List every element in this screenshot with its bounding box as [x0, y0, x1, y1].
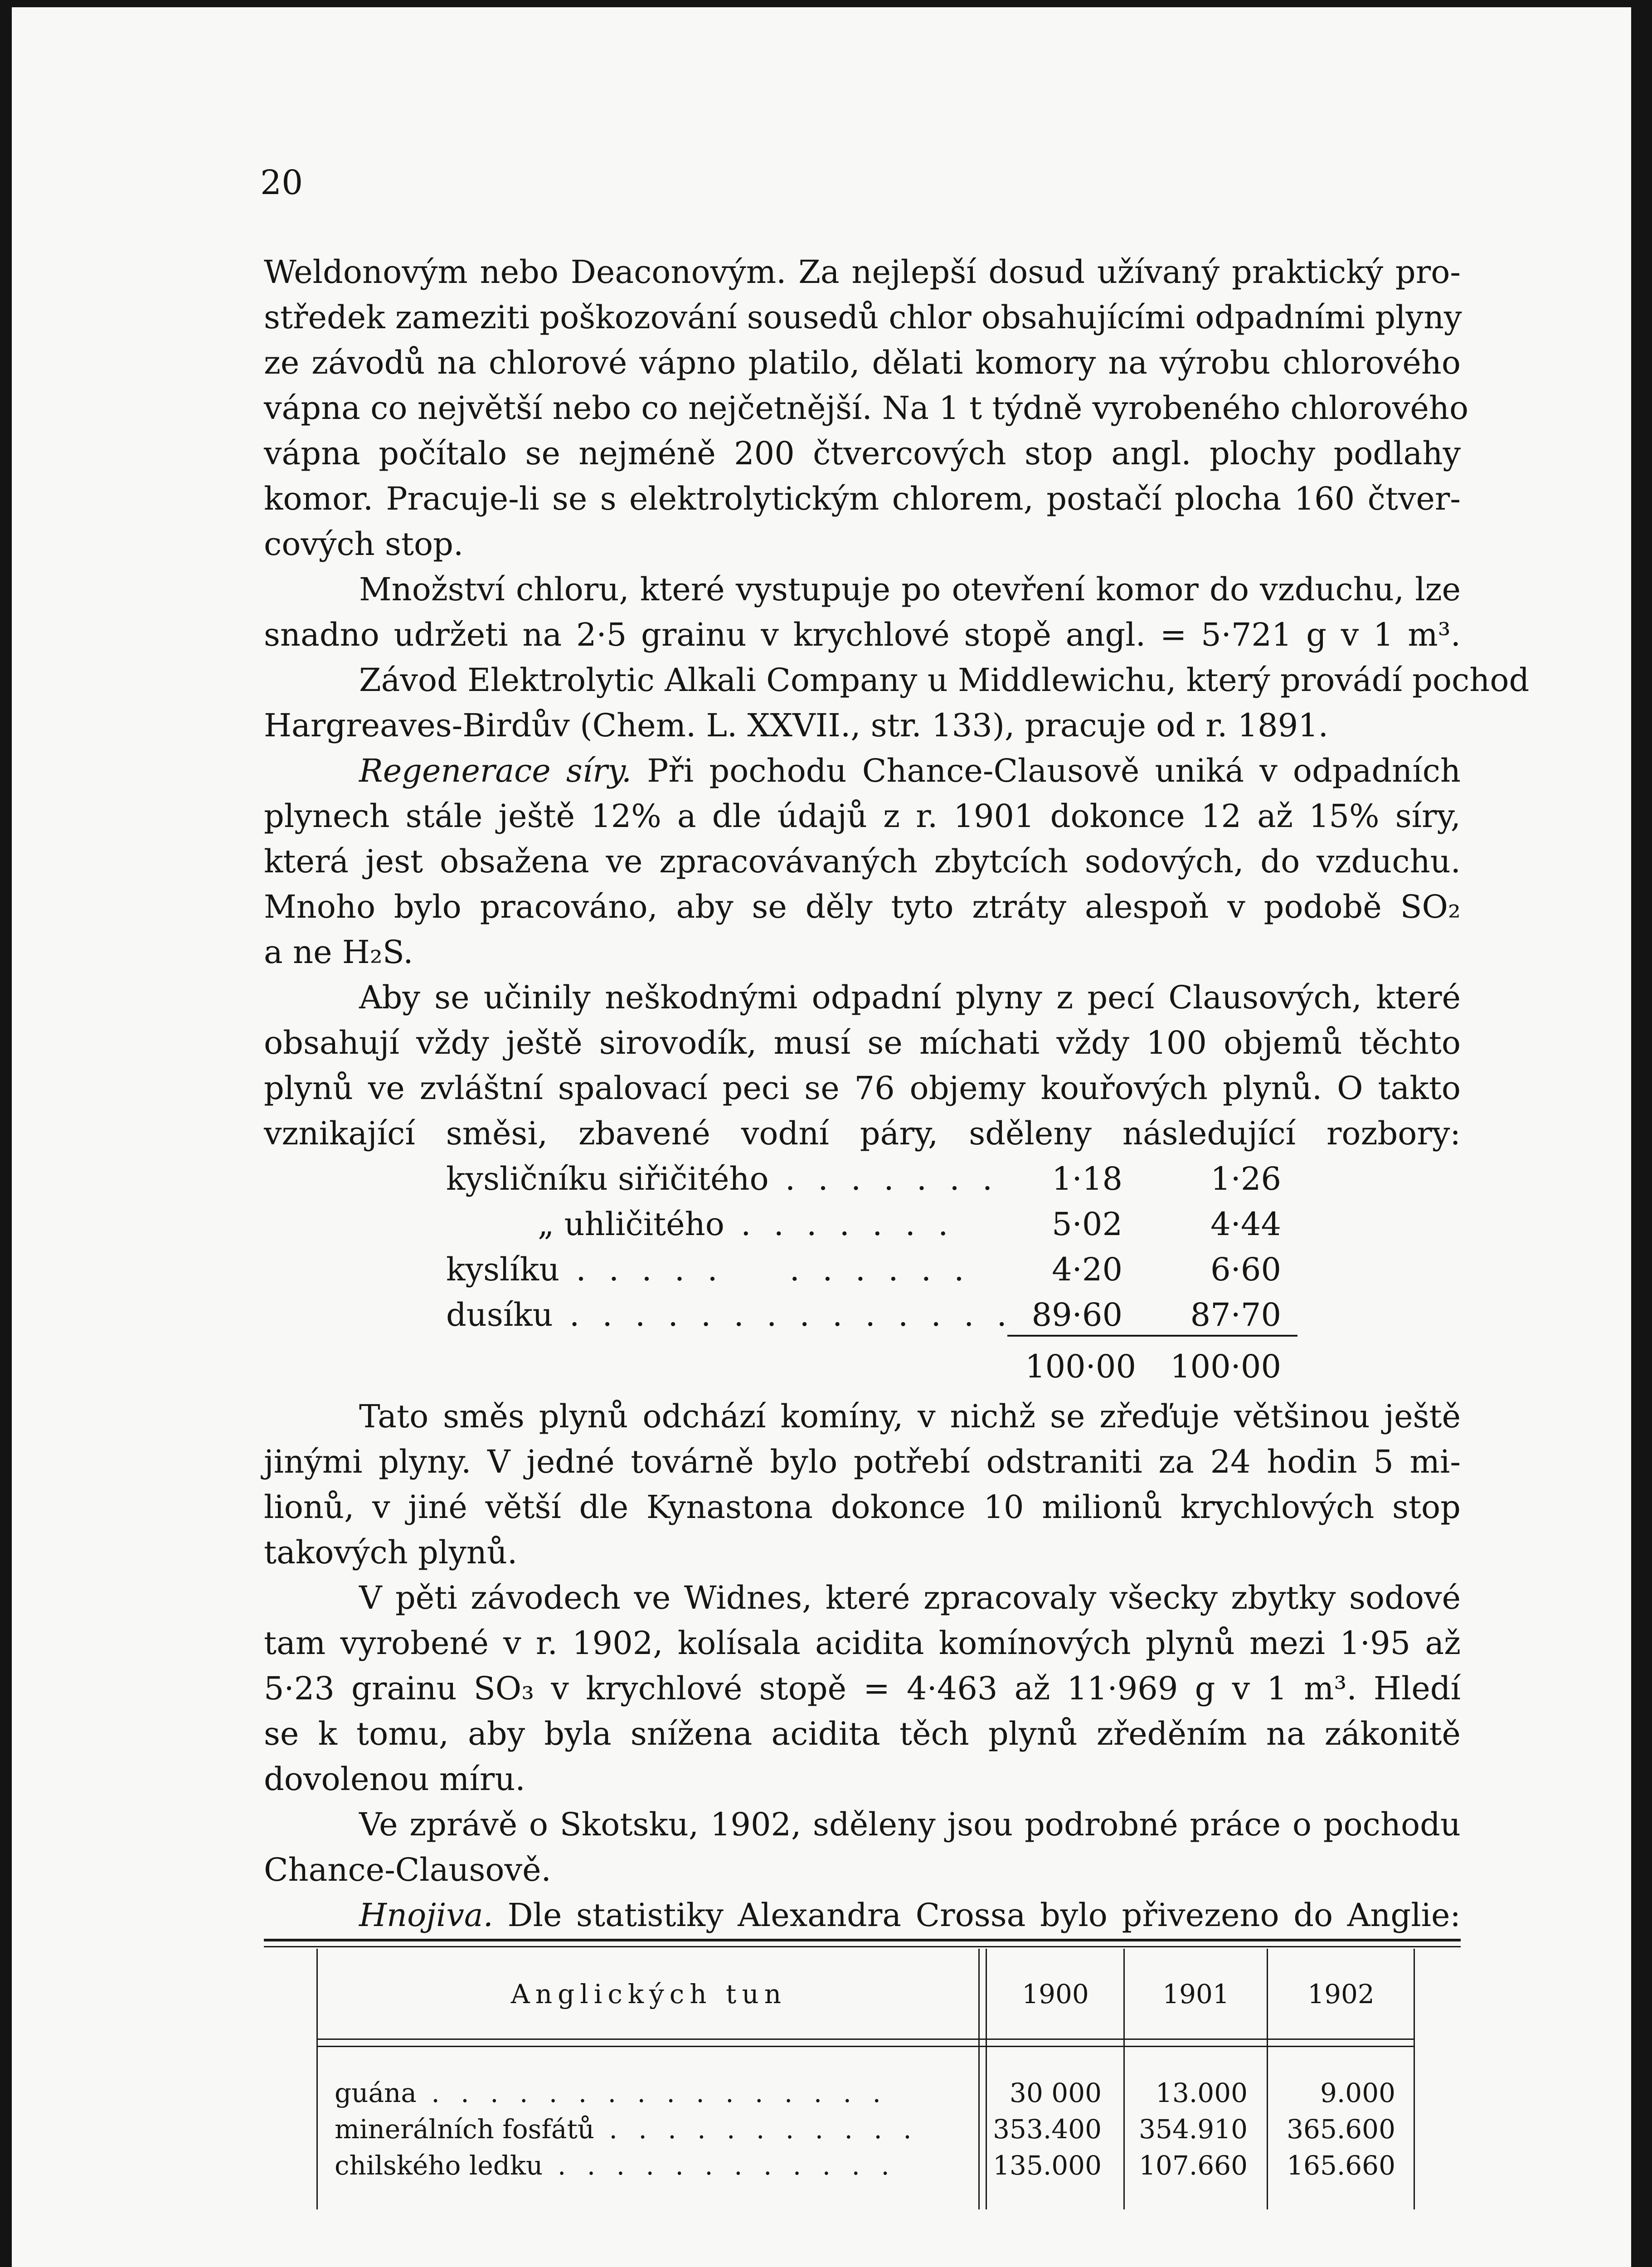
table-row-label: [335, 2075, 887, 2111]
leader-dots: . . . . . . . . . . . . . .: [553, 1296, 1013, 1333]
text-line: Množství chloru, které vystupuje po otevření komor do vzduchu, lze: [359, 571, 1461, 608]
table-cell: 365.600: [1287, 2114, 1395, 2145]
text-line: lionů, v jiné větší dle Kynastona dokonce 10 milionů krychlových stop: [264, 1489, 1461, 1526]
text-line: dovolenou míru.: [264, 1761, 525, 1798]
text-line: komor. Pracuje-li se s elektrolytickým chlorem, postačí plocha 160 čtver-: [264, 480, 1461, 517]
text-line: Tato směs plynů odchází komíny, v nichž se zřeďuje většinou ještě: [359, 1398, 1461, 1435]
text-line: vznikající směsi, zbavené vodní páry, sděleny následující rozbory:: [264, 1115, 1461, 1152]
table-cell: 165.660: [1287, 2150, 1395, 2181]
analysis-value-b: 1·26: [1210, 1160, 1281, 1197]
analysis-label: kyslíku: [446, 1251, 560, 1288]
year-header: 1902: [1307, 1979, 1375, 2009]
analysis-value-b: 6·60: [1210, 1251, 1281, 1288]
text-line: ze závodů na chlorové vápno platilo, dělati komory na výrobu chlorového: [264, 344, 1461, 381]
analysis-value-b: 4·44: [1210, 1206, 1281, 1243]
leader-dots: . . . . . . . . . . . .: [543, 2150, 896, 2181]
col-rule: [1414, 1949, 1415, 2209]
table-cell: 30 000: [1010, 2077, 1102, 2108]
text-line: středek zameziti poškozování sousedů chlor obsahujícími odpadními plyny: [264, 299, 1462, 336]
table-row-label: [335, 2111, 918, 2147]
table-top-rule: [264, 1939, 1461, 1941]
leader-dots: . . . . . . . . . . . . . . . .: [417, 2077, 887, 2108]
col-rule: [1123, 1949, 1125, 2209]
text-line: jinými plyny. V jedné továrně bylo potřebí odstraniti za 24 hodin 5 mi-: [264, 1443, 1461, 1480]
header-rule-2: [316, 2046, 1414, 2047]
text-line: Závod Elektrolytic Alkali Company u Middlewichu, který provádí pochod: [359, 662, 1530, 699]
analysis-label: kysličníku siřičitého: [446, 1160, 769, 1197]
text-line: Aby se učinily neškodnými odpadní plyny z pecí Clausových, které: [359, 979, 1461, 1016]
text-line: Hnojiva. Dle statistiky Alexandra Crossa bylo přivezeno do Anglie:: [359, 1897, 1461, 1934]
analysis-label: dusíku: [446, 1296, 553, 1333]
analysis-value-b: 87·70: [1190, 1296, 1281, 1333]
text-line: V pěti závodech ve Widnes, které zpracovaly všecky zbytky sodové: [359, 1579, 1461, 1616]
year-header: 1901: [1162, 1979, 1229, 2009]
analysis-row: [446, 1292, 1013, 1338]
analysis-value-a: 1·18: [1052, 1160, 1122, 1197]
analysis-label: „ uhličitého: [538, 1206, 724, 1243]
col-rule: [978, 1949, 980, 2209]
text-line: cových stop.: [264, 525, 464, 563]
table-cell: 13.000: [1156, 2077, 1248, 2108]
table-cell: 107.660: [1139, 2150, 1248, 2181]
row-label: chilského ledku: [335, 2150, 543, 2181]
text-line: Hargreaves-Birdův (Chem. L. XXVII., str. 133), pracuje od r. 1891.: [264, 707, 1329, 744]
text-line: Weldonovým nebo Deaconovým. Za nejlepší dosud užívaný praktický pro-: [264, 253, 1461, 291]
page-number: 20: [260, 163, 303, 202]
col-rule: [986, 1949, 987, 2209]
table-top-rule-2: [264, 1946, 1461, 1947]
table-row-label: [335, 2147, 896, 2184]
text-line: Chance-Clausově.: [264, 1851, 551, 1888]
analysis-total-b: 100·00: [1170, 1348, 1281, 1385]
text-line: vápna co největší nebo co nejčetnější. Na 1 t týdně vyrobeného chlorového: [264, 389, 1469, 427]
text-line: plynech stále ještě 12% a dle údajů z r. 1901 dokonce 12 až 15% síry,: [264, 798, 1461, 835]
sum-rule: [1007, 1335, 1297, 1337]
header-rule: [316, 2038, 1414, 2040]
analysis-row: [538, 1202, 954, 1247]
text-line: 5·23 grainu SO₃ v krychlové stopě = 4·463 až 11·969 g v 1 m³. Hledí: [264, 1670, 1461, 1707]
row-label: minerálních fosfátů: [335, 2114, 595, 2145]
analysis-value-a: 4·20: [1052, 1251, 1122, 1288]
analysis-row: [446, 1247, 970, 1292]
table-header: Anglických tun: [510, 1979, 787, 2009]
leader-dots: . . . . . . . . . . .: [594, 2114, 918, 2145]
text-line: obsahují vždy ještě sirovodík, musí se míchati vždy 100 objemů těchto: [264, 1024, 1461, 1061]
analysis-row: [446, 1156, 999, 1202]
text-line: se k tomu, aby byla snížena acidita těch plynů zředěním na zákonitě: [264, 1715, 1461, 1752]
analysis-value-a: 89·60: [1031, 1296, 1122, 1333]
italic-lead: Regenerace síry.: [359, 752, 632, 789]
table-cell: 135.000: [993, 2150, 1102, 2181]
analysis-total-a: 100·00: [1025, 1348, 1136, 1385]
row-label: guána: [335, 2077, 417, 2108]
table-cell: 353.400: [993, 2114, 1102, 2145]
text-line: vápna počítalo se nejméně 200 čtvercových stop angl. plochy podlahy: [264, 435, 1461, 472]
text-line: takových plynů.: [264, 1534, 518, 1571]
leader-dots: . . . . . . . . . . .: [559, 1251, 971, 1288]
text-line: plynů ve zvláštní spalovací peci se 76 objemy kouřových plynů. O takto: [264, 1070, 1461, 1107]
text-line: Mnoho bylo pracováno, aby se děly tyto ztráty alespoň v podobě SO₂: [264, 888, 1461, 925]
text-line: tam vyrobené v r. 1902, kolísala acidita komínových plynů mezi 1·95 až: [264, 1625, 1461, 1662]
text-line: Regenerace síry. Při pochodu Chance-Clausově uniká v odpadních: [359, 752, 1461, 789]
page-sheet: [12, 7, 1631, 2267]
leader-dots: . . . . . . .: [768, 1160, 999, 1197]
leader-dots: . . . . . . .: [724, 1206, 955, 1243]
analysis-value-a: 5·02: [1052, 1206, 1122, 1243]
text-line: která jest obsažena ve zpracovávaných zbytcích sodových, do vzduchu.: [264, 843, 1461, 880]
table-cell: 354.910: [1139, 2114, 1248, 2145]
text-line: Ve zprávě o Skotsku, 1902, sděleny jsou podrobné práce o pochodu: [359, 1806, 1461, 1843]
col-rule: [1267, 1949, 1268, 2209]
year-header: 1900: [1022, 1979, 1089, 2009]
text-line: a ne H₂S.: [264, 934, 413, 971]
italic-lead: Hnojiva.: [359, 1897, 493, 1934]
table-cell: 9.000: [1320, 2077, 1395, 2108]
col-rule: [316, 1949, 318, 2209]
text-line: snadno udržeti na 2·5 grainu v krychlové stopě angl. = 5·721 g v 1 m³.: [264, 616, 1461, 653]
